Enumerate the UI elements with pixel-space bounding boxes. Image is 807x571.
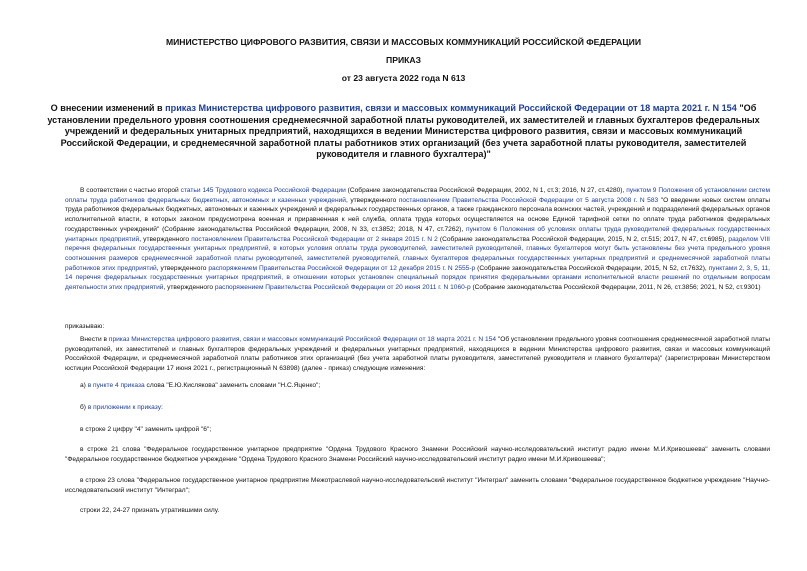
paragraph-amend — [65, 335, 770, 374]
link-regulation-2[interactable]: пунктом 6 Положения об условиях оплаты труда руководителей федеральных государственных унитарных предприятий — [65, 225, 770, 243]
doc-date: от 23 августа 2022 года N 613 — [341, 73, 466, 83]
text: : — [161, 404, 163, 411]
text: (Собрание законодательства Российской Федерации, 2015, N 52, ст.7632), — [475, 264, 709, 272]
text: слова "Е.Ю.Кислякова" заменить словами "Н.С.Яценко"; — [144, 382, 321, 389]
link-order-1060[interactable]: распоряжением Правительства Российской Федерации от 20 июня 2011 г. N 1060-р — [214, 284, 471, 292]
text: В соответствии с частью второй — [80, 187, 181, 194]
doc-title — [38, 103, 769, 161]
link-appendix[interactable]: в приложении к приказу — [87, 404, 162, 411]
title-text: О внесении изменений в — [50, 103, 166, 113]
doc-type: ПРИКАЗ — [386, 55, 421, 65]
item-rows-void: строки 22, 24-27 признать утратившими силу. — [80, 507, 220, 514]
title-link[interactable]: приказ Министерства цифрового развития, связи и массовых коммуникаций Российской Федерации от 18 марта 2021 г. N 154 — [165, 103, 737, 113]
item-row-21: в строке 21 слова "Федеральное государственное унитарное предприятие "Ордена Трудового Красного Знамени Российский научно-исследовательский институт радио имени М.И.Кривошеева" заменить словами "Федеральное государственное бюджетное учреждение "Ордена Трудового Красного Знамени Российский научно-исследовательский институт радио имени М.И.Кривошеева"; — [65, 446, 770, 463]
title-text: "Об установлении предельного уровня соотношения среднемесячной заработной платы руководителей, их заместителей и главных бухгалтеров федеральных учреждений и федеральных унитарных предприятий, находящихся в ведении Министерства цифрового развития, связи и массовых коммуникаций Российской Федерации, и среднемесячной заработной платы работников этих организаций (без учета заработной платы руководителя, заместителей руководителя и главного бухгалтера)" — [47, 103, 760, 160]
ministry-name: МИНИСТЕРСТВО ЦИФРОВОГО РАЗВИТИЯ, СВЯЗИ И МАССОВЫХ КОММУНИКАЦИЙ РОССИЙСКОЙ ФЕДЕРАЦИИ — [165, 37, 642, 47]
text: , утвержденного — [156, 264, 209, 272]
item-b — [80, 403, 163, 413]
link-labor-code[interactable]: статьи 145 Трудового кодекса Российской Федерации — [180, 187, 346, 194]
text: , утвержденного — [139, 235, 192, 243]
link-item-4[interactable]: в пункте 4 приказа — [87, 382, 145, 389]
text: б) — [80, 404, 88, 411]
text: (Собрание законодательства Российской Федерации, 2011, N 26, ст.3856; 2021, N 52, ст.9301) — [470, 284, 761, 292]
link-regulation-583[interactable]: пунктом 9 Положения об установлении систем оплаты труда работников федеральных бюджетных, автономных и казенных учреждений — [65, 187, 771, 204]
link-resolution-2[interactable]: постановлением Правительства Российской Федерации от 2 января 2015 г. N 2 — [191, 235, 438, 243]
link-order-2555[interactable]: распоряжением Правительства Российской Федерации от 12 декабря 2015 г. N 2555-р — [208, 264, 476, 272]
text: "О введении новых систем оплаты труда работников федеральных бюджетных, автономных и казенных учреждений и федеральных государственных органов, а также гражданского персонала воинских частей, учреждений и подразделений федеральных органов исполнительной власти, в которых законом предусмотрена военная и приравненная к ней служба, оплата труда которых осуществляется на основе Единой тарифной сетки по оплате труда работников федеральных государственных учреждений" — [65, 196, 771, 233]
text: (Собрание законодательства Российской Федерации, 2008, N 33, ст.3852; 2018, N 47, ст.7262), — [159, 225, 466, 233]
text: , утвержденного — [345, 196, 399, 204]
prikazyvayu: приказываю: — [65, 323, 105, 330]
link-section-viii[interactable]: разделом VIII перечня федеральных государственных унитарных предприятий, в которых условия оплаты труда руководителей, заместителей руководителей, главных бухгалтеров могут быть установлены без учета предельного уровня соотношения размеров среднемесячной заработной платы руководителей, заместителей руководителей, главных бухгалтеров федеральных государственных унитарных предприятий и среднемесячной заработной платы работников этих предприятий — [65, 235, 770, 272]
link-items-list[interactable]: пунктами 2, 3, 5, 11, 14 перечня федеральных государственных унитарных предприятий, в отношении которых установлен специальный порядок принятия федеральными органами исполнительной власти решений по отдельным вопросам деятельности этих предприятий — [65, 264, 770, 292]
item-a — [80, 381, 320, 391]
link-order-154[interactable]: приказ Министерства цифрового развития, связи и массовых коммуникаций Российской Федерации от 18 марта 2021 г. N 154 — [108, 336, 497, 343]
text: "Об установлении предельного уровня соотношения среднемесячной заработной платы руководителей, их заместителей и главных бухгалтеров федеральных учреждений и федеральных унитарных предприятий, находящихся в ведении Министерства цифрового развития, связи и массовых коммуникаций Российской Федерации, и среднемесячной заработной платы работников этих организаций (без учета заработной платы руководителя, заместителей руководителя и главного бухгалтера)" (зарегистрирован Министерством юстиции Российской Федерации 17 июня 2021 г., регистрационный N 63898) (далее - приказ) следующие изменения: — [65, 336, 770, 373]
text: Внести в — [80, 336, 109, 343]
text: (Собрание законодательства Российской Федерации, 2002, N 1, ст.3; 2016, N 27, ст.4280), — [345, 187, 627, 194]
link-resolution-583[interactable]: постановлением Правительства Российской Федерации от 5 августа 2008 г. N 583 — [398, 196, 659, 204]
text: а) — [80, 382, 88, 389]
text: (Собрание законодательства Российской Федерации, 2015, N 2, ст.515; 2017, N 47, ст.6985), — [437, 235, 729, 243]
text: , утвержденного — [163, 284, 215, 292]
paragraph-basis — [65, 186, 770, 293]
item-row-2: в строке 2 цифру "4" заменить цифрой "6"; — [80, 426, 212, 433]
item-row-23: в строке 23 слова "Федеральное государственное унитарное предприятие Межотраслевой научно-исследовательский институт "Интеграл" заменить словами "Федеральное государственное бюджетное учреждение "Научно-исследовательский институт "Интеграл"; — [65, 477, 770, 494]
